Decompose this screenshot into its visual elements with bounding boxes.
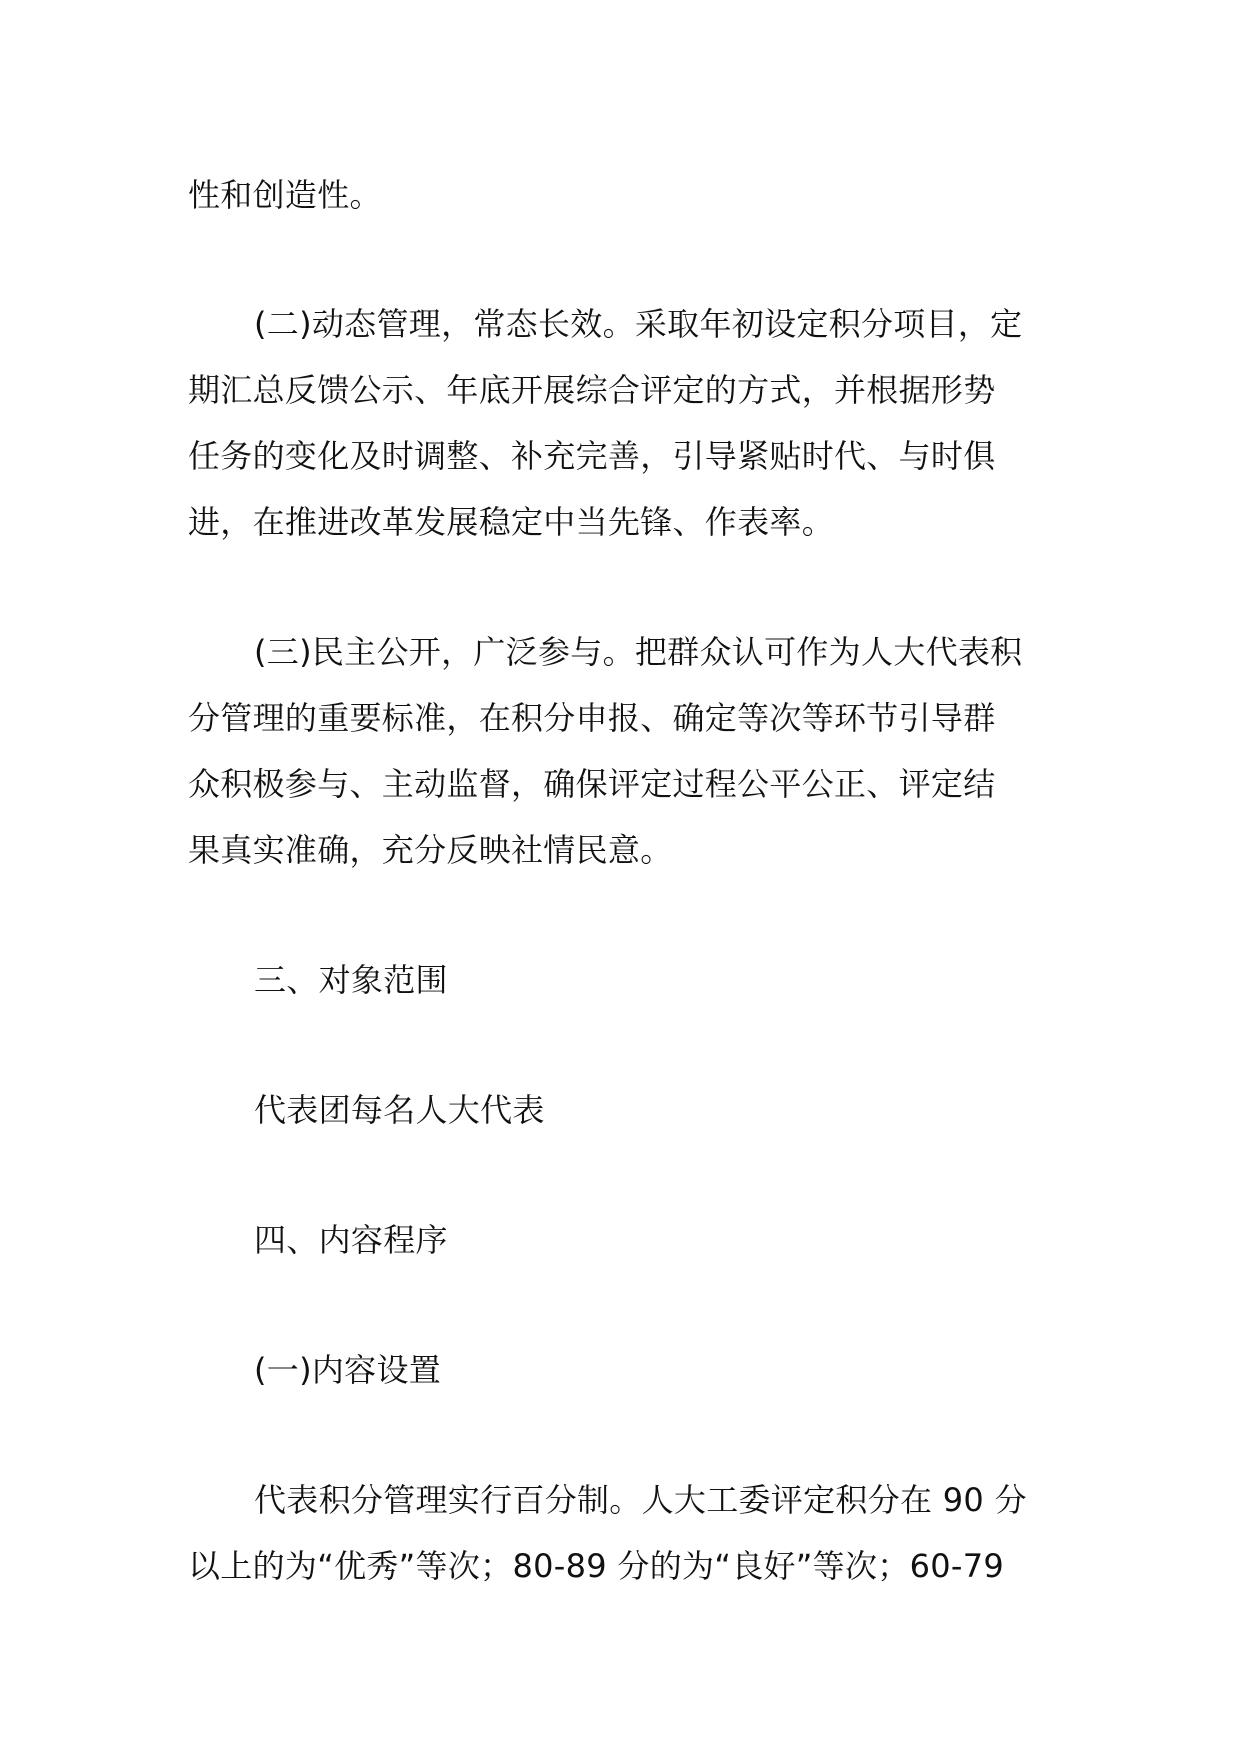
paragraph-line: 众积极参与、主动监督，确保评定过程公平公正、评定结 [188,765,996,803]
paragraph-line: (三)民主公开，广泛参与。把群众认可作为人大代表积 [254,633,1023,671]
paragraph-line: 以上的为“优秀”等次；80-89 分的为“良好”等次；60-79 [188,1547,1005,1585]
paragraph-line: 代表积分管理实行百分制。人大工委评定积分在 90 分 [254,1481,1027,1519]
paragraph-line: 期汇总反馈公示、年底开展综合评定的方式，并根据形势 [188,371,996,409]
paragraph-line: 任务的变化及时调整、补充完善，引导紧贴时代、与时俱 [188,437,996,475]
paragraph-line: 进，在推进改革发展稳定中当先锋、作表率。 [188,503,835,541]
paragraph-line: 分管理的重要标准，在积分申报、确定等次等环节引导群 [188,699,996,737]
paragraph-line: 果真实准确，充分反映社情民意。 [188,831,673,869]
paragraph-line: 性和创造性。 [188,176,382,214]
section-heading: 三、对象范围 [254,961,448,999]
paragraph-line: 代表团每名人大代表 [254,1091,545,1129]
paragraph-line: (二)动态管理，常态长效。采取年初设定积分项目，定 [254,305,1023,343]
section-heading: 四、内容程序 [254,1221,448,1259]
subsection-heading: (一)内容设置 [254,1351,442,1389]
